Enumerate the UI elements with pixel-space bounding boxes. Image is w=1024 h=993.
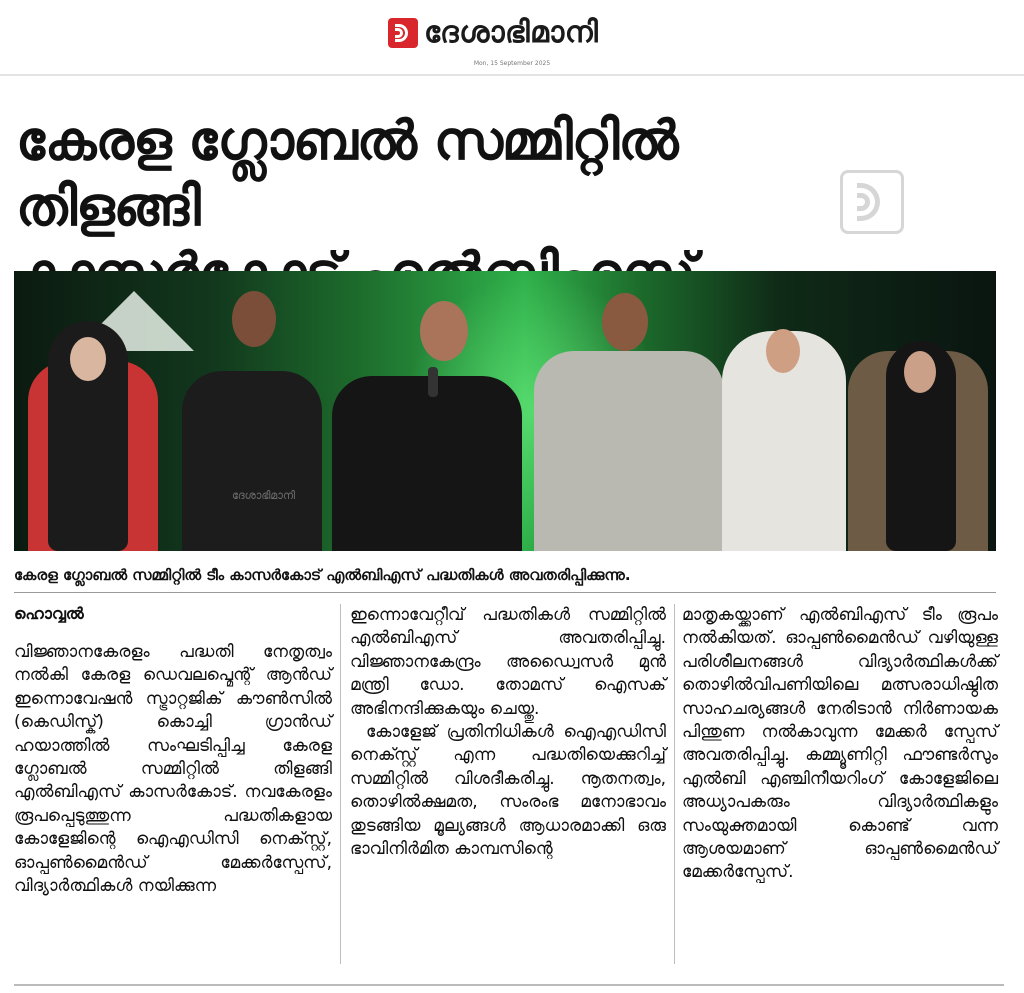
watermark-logo-icon	[840, 170, 904, 234]
person-4	[534, 351, 724, 551]
person-2	[182, 371, 322, 551]
photo-watermark: ദേശാഭിമാനി	[232, 489, 296, 502]
news-photo	[14, 271, 996, 551]
article-paragraph: കോളേജ് പ്രതിനിധികൾ ഐഎഡിസി നെക്സ്റ്റ് എന്ന പദ്ധതിയെക്കുറിച്ച് സമ്മിറ്റിൽ വിശദീകരിച്ചു. നൂതനത്വം, തൊഴിൽക്ഷമത, സംരംഭ മനോഭാവം തുടങ്ങിയ മൂല്യങ്ങൾ ആധാരമാക്കി ഒരു ഭാവിനിർമിത കാമ്പസിന്റെ	[350, 722, 666, 860]
edition-date: Mon, 15 September 2025	[473, 60, 551, 67]
article-column-3: മാതൃകയ്ക്കാണ് എൽബിഎസ് ടീം രൂപം നൽകിയത്. ഓപ്പൺമൈൻഡ് വഴിയുള്ള പരിശീലനങ്ങൾ വിദ്യാർത്ഥികൾക്ക് തൊഴിൽവിപണിയിലെ മത്സരാധിഷ്ഠിത സാഹചര്യങ്ങൾ നേരിടാൻ നിർണായക പിന്തുണ നൽകാവുന്ന മേക്കർ സ്പേസ് അവതരിപ്പിച്ചു. കമ്മ്യൂണിറ്റി ഫൗണ്ടർസും എൽബി എഞ്ചിനീയറിംഗ് കോളേജിലെ അധ്യാപകരും വിദ്യാർത്ഥികളും സംയുക്തമായി കൊണ്ട് വന്ന ആശയമാണ് ഓപ്പൺമൈൻഡ് മേക്കർസ്പേസ്.	[682, 605, 998, 883]
logo[interactable]	[388, 15, 599, 50]
article-column-2	[350, 604, 666, 861]
masthead	[0, 0, 1024, 78]
microphone-icon	[428, 367, 438, 397]
masthead-divider	[0, 74, 1024, 76]
article-column-1: വിജ്ഞാനകേരളം പദ്ധതി നേതൃത്വം നൽകി കേരള ഡെവലപ്മെന്റ് ആൻഡ് ഇന്നൊവേഷൻ സ്ട്രാറ്റജിക് കൗൺസിൽ (കെഡിസ്ക്) കൊച്ചി ഗ്രാൻഡ് ഹയാത്തിൽ സംഘടിപ്പിച്ച കേരള ഗ്ലോബൽ സമ്മിറ്റിൽ തിളങ്ങി എൽബിഎസ് കാസർകോട്. നവകേരളം രൂപപ്പെടുത്തുന്ന പദ്ധതികളായ കോളേജിന്റെ ഐഎഡിസി നെക്സ്റ്റ്, ഓപ്പൺമൈൻഡ് മേക്കർസ്പേസ്, വിദ്യാർത്ഥികൾ നയിക്കുന്ന	[14, 642, 332, 897]
byline: ഹൊവ്വൽ	[14, 604, 84, 623]
person-3-speaker	[332, 376, 522, 551]
column-divider	[674, 604, 675, 964]
caption-divider	[14, 592, 996, 593]
column-divider	[340, 604, 341, 964]
article-paragraph: ഇന്നൊവേറ്റീവ് പദ്ധതികൾ സമ്മിറ്റിൽ എൽബിഎസ് അവതരിപ്പിച്ചു. വിജ്ഞാനകേന്ദ്രം അഡ്വൈസർ മുൻ മന്ത്രി ഡോ. തോമസ് ഐസക് അഭിനന്ദിക്കുകയും ചെയ്തു.	[350, 605, 666, 719]
photo-caption: കേരള ഗ്ലോബൽ സമ്മിറ്റിൽ ടീം കാസർകോട് എൽബിഎസ് പദ്ധതികൾ അവതരിപ്പിക്കുന്നു.	[14, 566, 631, 584]
logo-text: ദേശാഭിമാനി	[424, 15, 599, 50]
logo-icon	[388, 18, 418, 48]
bottom-divider	[14, 984, 1004, 986]
headline-line-1: കേരള ഗ്ലോബൽ സമ്മിറ്റിൽ തിളങ്ങി	[16, 109, 678, 238]
